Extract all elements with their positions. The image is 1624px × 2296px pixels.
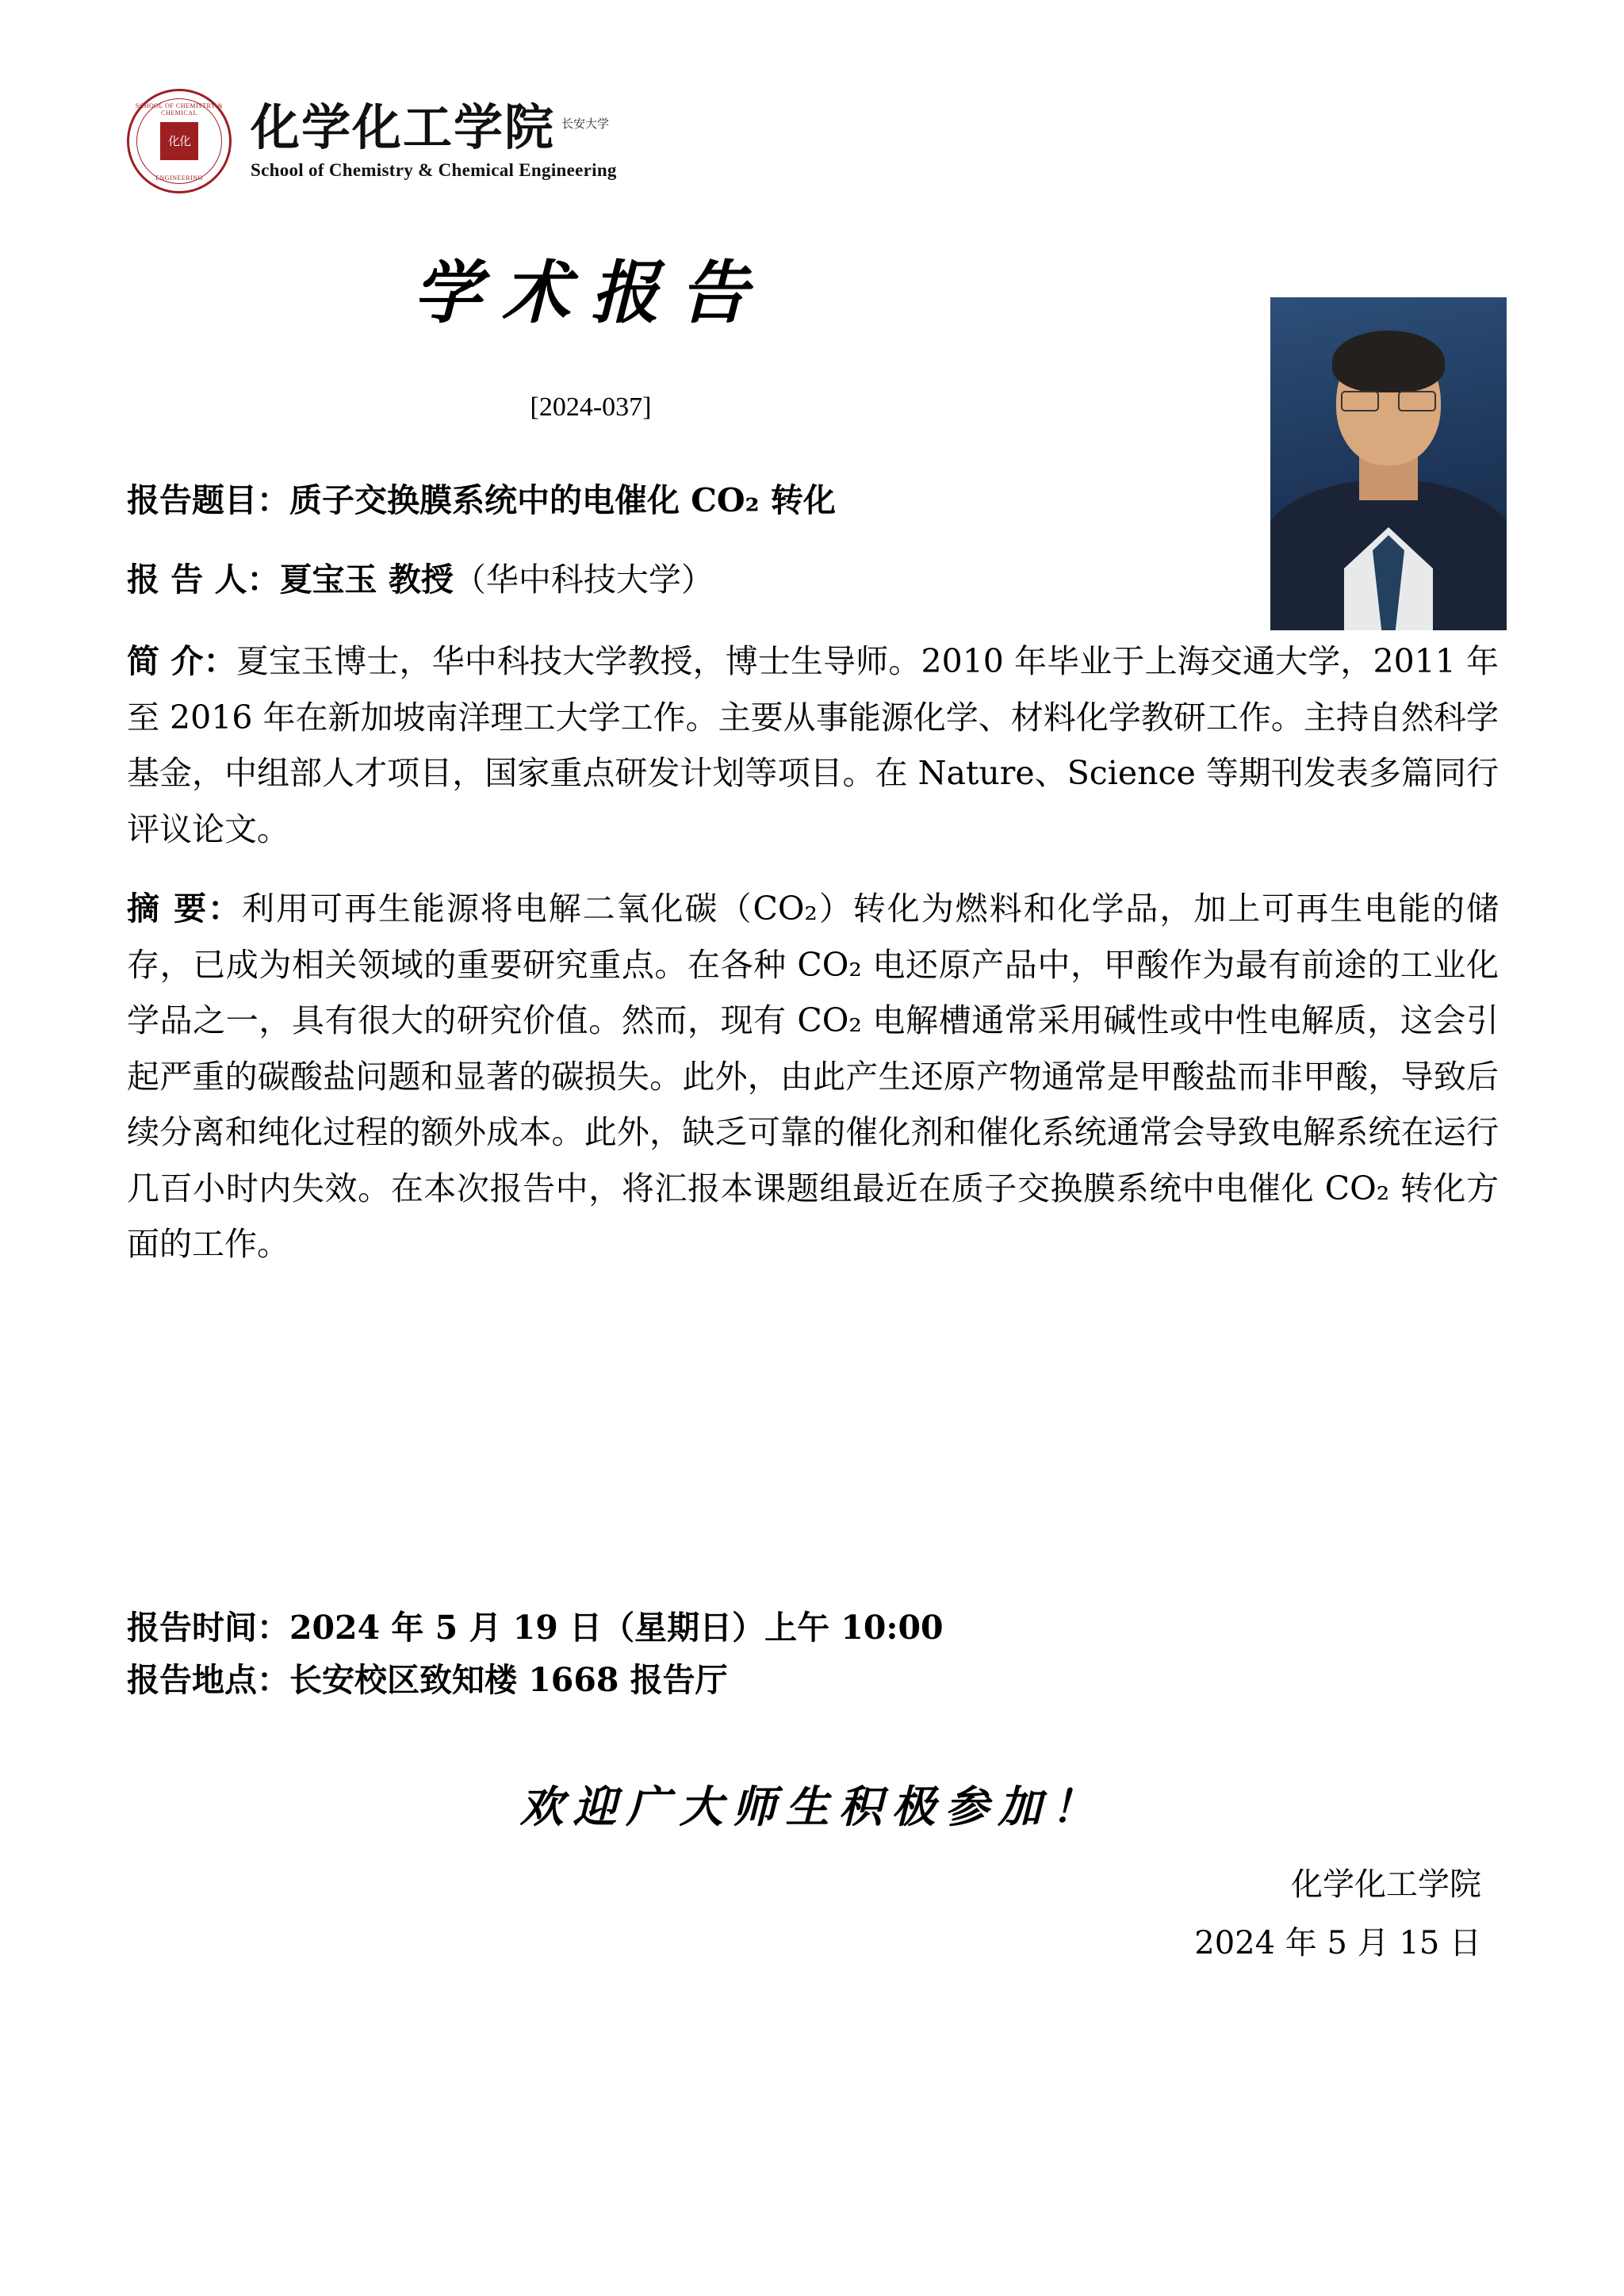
- welcome-message: 欢迎广大师生积极参加！: [519, 1781, 1105, 1832]
- letterhead: [127, 89, 617, 193]
- time-label: 报告时间：: [127, 1609, 289, 1647]
- abstract-label: 摘 要：: [127, 890, 243, 928]
- place-row: [127, 1654, 1499, 1706]
- place-label: 报告地点：: [127, 1661, 289, 1700]
- speaker-row: [127, 555, 1499, 606]
- school-name-cn-main: 化学化工学院: [251, 98, 556, 157]
- school-name-en: School of Chemistry & Chemical Engineering: [251, 159, 617, 180]
- page-title: 学术报告: [413, 253, 768, 333]
- signature-date: 2024 年 5 月 15 日: [1194, 1925, 1481, 1961]
- time-row: [127, 1601, 1499, 1654]
- abstract-paragraph: [127, 881, 1499, 1272]
- speaker-label: 报 告 人：: [127, 560, 280, 599]
- bio-paragraph: [127, 633, 1499, 857]
- document-number: [2024-037]: [530, 392, 652, 422]
- school-name-cn: [251, 98, 617, 157]
- university-seal-icon: [127, 89, 232, 193]
- topic-label: 报告题目：: [127, 481, 289, 519]
- topic-row: [127, 476, 1499, 526]
- speaker-name: 夏宝玉 教授: [279, 560, 454, 599]
- seal-arc-top-text: SCHOOL OF CHEMISTRY & CHEMICAL: [135, 102, 224, 117]
- speaker-affiliation: （华中科技大学）: [453, 560, 714, 599]
- portrait-glasses-icon: [1338, 391, 1439, 408]
- time-value: 2024 年 5 月 19 日（星期日）上午 10:00: [289, 1609, 944, 1647]
- topic-value: 质子交换膜系统中的电催化 CO₂ 转化: [289, 481, 836, 519]
- place-value: 长安校区致知楼 1668 报告厅: [289, 1661, 728, 1700]
- event-details: [127, 1601, 1499, 1707]
- bio-text: 夏宝玉博士，华中科技大学教授，博士生导师。2010 年毕业于上海交通大学，2011 年至 2016 年在新加坡南洋理工大学工作。主要从事能源化学、材料化学教研工作。主持自然科学基金，中组部人才项目，国家重点研发计划等项目。在 Nature、Science 等期刊发表多篇同行评议论文。: [127, 642, 1499, 848]
- seal-center-text: 化化: [160, 122, 198, 160]
- signature-org: 化学化工学院: [1291, 1866, 1481, 1903]
- document-body: [127, 476, 1499, 1296]
- bio-label: 简 介：: [127, 642, 236, 681]
- portrait-hair: [1332, 331, 1445, 392]
- seal-arc-bottom-text: ENGINEERING: [155, 174, 203, 182]
- university-name-sup: 长安大学: [561, 116, 610, 131]
- abstract-text: 利用可再生能源将电解二氧化碳（CO₂）转化为燃料和化学品，加上可再生电能的储存，已成为相关领域的重要研究重点。在各种 CO₂ 电还原产品中，甲酸作为最有前途的工业化学品之一，具有很大的研究价值。然而，现有 CO₂ 电解槽通常采用碱性或中性电解质，这会引起严重的碳酸盐问题和显著的碳损失。此外，由此产生还原产物通常是甲酸盐而非甲酸，导致后续分离和纯化过程的额外成本。此外，缺乏可靠的催化剂和催化系统通常会导致电解系统在运行几百小时内失效。在本次报告中，将汇报本课题组最近在质子交换膜系统中电催化 CO₂ 转化方面的工作。: [127, 890, 1499, 1264]
- signature-block: [1194, 1855, 1481, 1973]
- letterhead-text: [251, 98, 617, 180]
